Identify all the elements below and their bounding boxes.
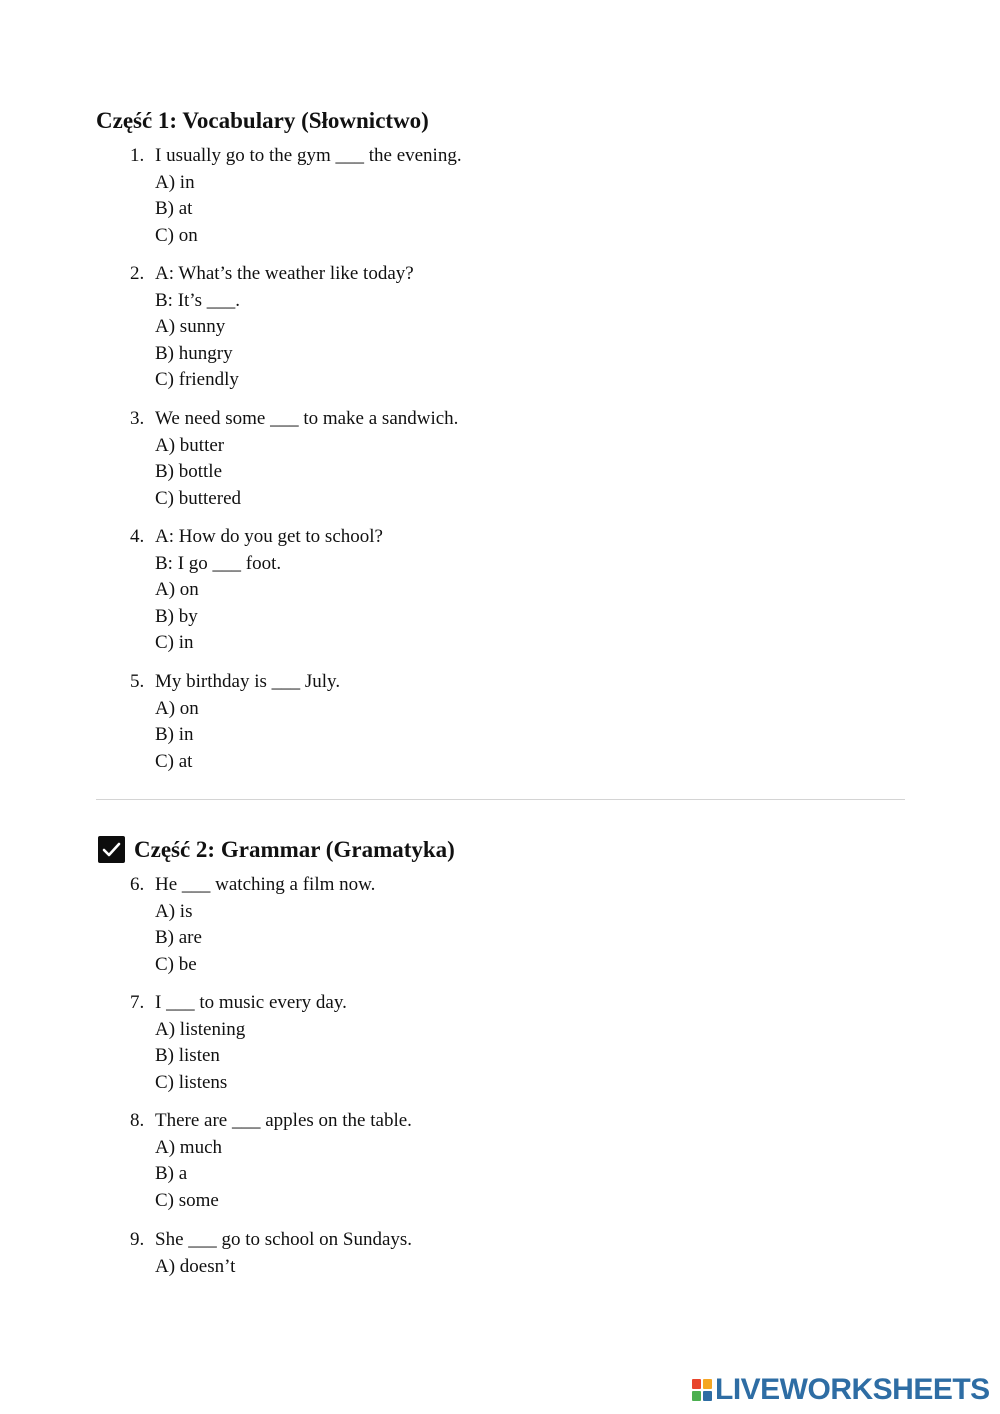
answer-option: A) sunny	[155, 316, 226, 338]
question-body	[155, 669, 340, 775]
question-text: He ___ watching a film now.	[155, 874, 376, 895]
question-number: 5.	[130, 671, 145, 692]
answer-option: B) hungry	[155, 342, 233, 364]
answer-option: B) are	[155, 927, 202, 949]
logo-square	[703, 1379, 712, 1389]
answer-option: B) listen	[155, 1045, 220, 1067]
question-text: We need some ___ to make a sandwich.	[155, 408, 459, 429]
answer-option: A) on	[155, 697, 199, 719]
logo-square	[703, 1391, 712, 1401]
question-body	[155, 524, 383, 657]
answer-option: A) butter	[155, 434, 225, 456]
question-text: My birthday is ___ July.	[155, 671, 341, 692]
answer-option: B) in	[155, 724, 194, 746]
question-text: She ___ go to school on Sundays.	[155, 1229, 413, 1250]
answer-option: C) listens	[155, 1071, 228, 1093]
question-number: 3.	[130, 408, 145, 429]
answer-option: B) by	[155, 605, 198, 627]
answer-option: A) on	[155, 579, 199, 601]
checkbox-checked-icon	[98, 836, 125, 863]
answer-option: A) much	[155, 1136, 223, 1158]
answer-option: C) in	[155, 632, 194, 654]
logo-square	[692, 1379, 701, 1389]
question-number: 8.	[130, 1110, 145, 1131]
question-body	[155, 143, 462, 249]
question-text: B: I go ___ foot.	[155, 552, 282, 574]
question-body	[155, 990, 347, 1096]
question-text: I usually go to the gym ___ the evening.	[155, 145, 462, 166]
question-number: 1.	[130, 145, 145, 166]
answer-option: A) doesn’t	[155, 1255, 236, 1277]
answer-option: C) friendly	[155, 369, 239, 391]
answer-option: C) buttered	[155, 487, 242, 509]
question-text: There are ___ apples on the table.	[155, 1110, 412, 1131]
question-body	[155, 1227, 412, 1280]
question-text: A: What’s the weather like today?	[155, 263, 414, 284]
answer-option: A) is	[155, 900, 193, 922]
question-text: B: It’s ___.	[155, 289, 240, 311]
question-text: I ___ to music every day.	[155, 992, 347, 1013]
answer-option: A) listening	[155, 1018, 246, 1040]
question-number: 6.	[130, 874, 145, 895]
question-text: A: How do you get to school?	[155, 526, 383, 547]
answer-option: C) on	[155, 224, 198, 246]
answer-option: B) at	[155, 198, 193, 220]
answer-option: C) at	[155, 750, 193, 772]
logo-mark-icon	[692, 1379, 712, 1401]
question-body	[155, 872, 375, 978]
answer-option: A) in	[155, 171, 195, 193]
section-1-title: Część 1: Vocabulary (Słownictwo)	[96, 108, 429, 133]
answer-option: B) a	[155, 1163, 188, 1185]
section-2-title: Część 2: Grammar (Gramatyka)	[134, 837, 455, 862]
answer-option: C) be	[155, 953, 197, 975]
logo-square	[692, 1391, 701, 1401]
answer-option: B) bottle	[155, 461, 223, 483]
question-body	[155, 1108, 412, 1214]
answer-option: C) some	[155, 1189, 219, 1211]
question-body	[155, 406, 458, 512]
question-number: 2.	[130, 263, 145, 284]
section-divider	[96, 799, 905, 800]
question-number: 7.	[130, 992, 145, 1013]
question-number: 4.	[130, 526, 145, 547]
logo-text: LIVEWORKSHEETS	[715, 1373, 990, 1406]
liveworksheets-logo	[692, 1374, 990, 1406]
question-body	[155, 261, 414, 394]
question-number: 9.	[130, 1229, 145, 1250]
